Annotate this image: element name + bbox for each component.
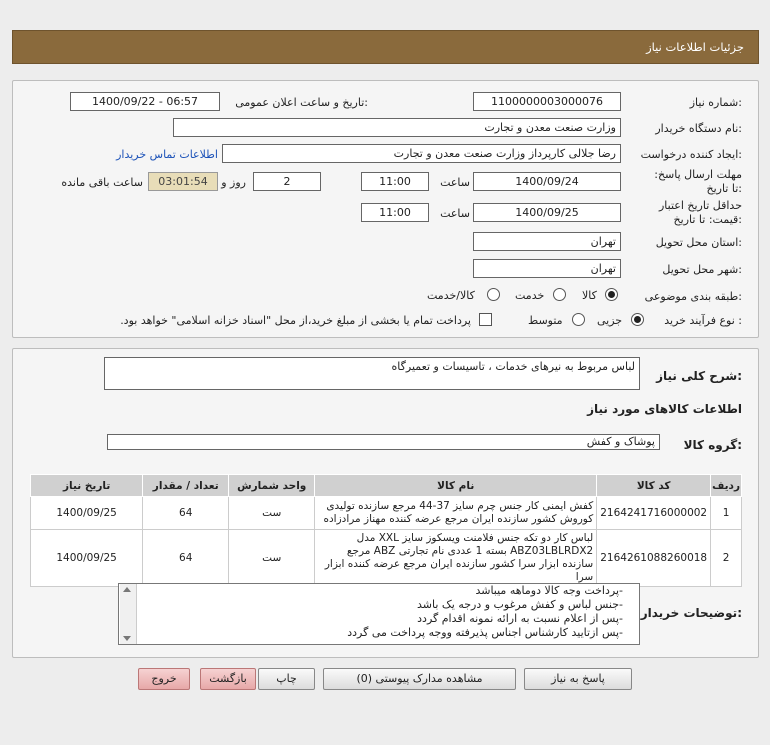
- item-name: کفش ایمنی کار جنس چرم سایز 37-44 مرجع سازنده تولیدی کوروش کشور سازنده ایران مرجع عرضه کننده مهناز مرادزاده: [315, 497, 597, 530]
- process-label: نوع فرآیند خرید :: [664, 314, 742, 327]
- reply-time-field: 11:00: [361, 172, 429, 191]
- col-code: کد کالا: [597, 475, 711, 497]
- province-field: تهران: [473, 232, 621, 251]
- item-name: لباس کار دو تکه جنس فلامنت ویسکوز سایز XXL مدل ABZ03LBLRDX2 بسته 1 عددی نام تجارتی ABZ مرجع سازنده ابزار سرا کشور سازنده ایران مرجع عرضه کننده ابزار سرا: [315, 530, 597, 587]
- buyer-org-label: نام دستگاه خریدار:: [655, 122, 742, 135]
- item-unit: ست: [229, 530, 315, 587]
- reply-deadline-label: مهلت ارسال پاسخ: تا تاریخ:: [654, 168, 742, 195]
- buyer-org-field: وزارت صنعت معدن و تجارت: [173, 118, 621, 137]
- creator-field: رضا جلالی کارپرداز وزارت صنعت معدن و تجارت: [222, 144, 621, 163]
- exit-button[interactable]: خروج: [138, 668, 190, 690]
- item-qty: 64: [143, 530, 229, 587]
- days-label: روز و: [221, 176, 246, 189]
- province-label: استان محل تحویل:: [655, 236, 742, 249]
- col-unit: واحد شمارش: [229, 475, 315, 497]
- col-row: ردیف: [711, 475, 742, 497]
- note-line: -پس ازتایید کارشناس اجناس پذیرفته ووجه پرداخت می گردد: [347, 626, 623, 639]
- item-code: 2164261088260018: [597, 530, 711, 587]
- item-code: 2164241716000002: [597, 497, 711, 530]
- row-number: 1: [711, 497, 742, 530]
- group-field: پوشاک و کفش: [107, 434, 660, 450]
- category-both-radio[interactable]: [487, 288, 500, 301]
- city-label: شهر محل تحویل:: [662, 263, 742, 276]
- page-header: [12, 30, 759, 64]
- item-date: 1400/09/25: [31, 530, 143, 587]
- item-qty: 64: [143, 497, 229, 530]
- col-qty: تعداد / مقدار: [143, 475, 229, 497]
- item-unit: ست: [229, 497, 315, 530]
- category-goods-radio[interactable]: [605, 288, 618, 301]
- note-line: -جنس لباس و کفش مرغوب و درجه یک باشد: [417, 598, 623, 611]
- creator-label: ایجاد کننده درخواست:: [640, 148, 742, 161]
- group-label: گروه کالا:: [683, 438, 742, 452]
- scroll-up-icon[interactable]: [123, 587, 131, 592]
- goods-info-title: اطلاعات کالاهای مورد نیاز: [587, 402, 742, 416]
- category-service-radio[interactable]: [553, 288, 566, 301]
- row-number: 2: [711, 530, 742, 587]
- announce-field: 1400/09/22 - 06:57: [70, 92, 220, 111]
- need-number-field: 1100000003000076: [473, 92, 621, 111]
- table-row: [31, 530, 742, 587]
- validity-time-field: 11:00: [361, 203, 429, 222]
- treasury-payment-note: پرداخت تمام یا بخشی از مبلغ خرید،از محل "اسناد خزانه اسلامی" خواهد بود.: [120, 314, 471, 327]
- validity-time-label: ساعت: [440, 207, 470, 220]
- summary-label: شرح کلی نیاز:: [656, 369, 742, 383]
- item-date: 1400/09/25: [31, 497, 143, 530]
- page-title: جزئیات اطلاعات نیاز: [646, 40, 744, 54]
- table-row: [31, 497, 742, 530]
- days-field: 2: [253, 172, 321, 191]
- announce-label: تاریخ و ساعت اعلان عمومی:: [235, 96, 368, 109]
- notes-label: توضیحات خریدار:: [640, 606, 742, 620]
- col-date: تاریخ نیاز: [31, 475, 143, 497]
- reply-date-field: 1400/09/24: [473, 172, 621, 191]
- buyer-contact-link[interactable]: اطلاعات تماس خریدار: [116, 148, 218, 161]
- print-button[interactable]: چاپ: [258, 668, 315, 690]
- col-name: نام کالا: [315, 475, 597, 497]
- need-number-label: شماره نیاز:: [689, 96, 742, 109]
- validity-label: حداقل تاریخ اعتبار قیمت: تا تاریخ:: [658, 199, 742, 226]
- goods-table: [30, 474, 742, 587]
- category-service-label: خدمت: [515, 289, 545, 302]
- category-goods-label: کالا: [582, 289, 597, 302]
- note-line: -پس از اعلام نسبت به ارائه نمونه اقدام گردد: [417, 612, 623, 625]
- category-label: طبقه بندی موضوعی:: [644, 290, 742, 303]
- category-both-label: کالا/خدمت: [427, 289, 475, 302]
- buyer-notes-textarea[interactable]: [118, 583, 640, 645]
- reply-button[interactable]: پاسخ به نیاز: [524, 668, 632, 690]
- remaining-time-field: 03:01:54: [148, 172, 218, 191]
- city-field: تهران: [473, 259, 621, 278]
- scroll-down-icon[interactable]: [123, 636, 131, 641]
- reply-time-label: ساعت: [440, 176, 470, 189]
- notes-scrollbar[interactable]: [120, 584, 137, 644]
- treasury-payment-checkbox[interactable]: [479, 313, 492, 326]
- note-line: -پرداخت وجه کالا دوماهه میباشد: [475, 584, 623, 597]
- process-medium-radio[interactable]: [572, 313, 585, 326]
- back-button[interactable]: بازگشت: [200, 668, 256, 690]
- remaining-label: ساعت باقی مانده: [61, 176, 143, 189]
- summary-field: لباس مربوط به نیرهای خدمات ، تاسیسات و تعمیرگاه: [104, 357, 640, 390]
- process-minor-radio[interactable]: [631, 313, 644, 326]
- validity-date-field: 1400/09/25: [473, 203, 621, 222]
- process-medium-label: متوسط: [528, 314, 563, 327]
- process-minor-label: جزیی: [597, 314, 623, 327]
- view-attachments-button[interactable]: مشاهده مدارک پیوستی (0): [323, 668, 516, 690]
